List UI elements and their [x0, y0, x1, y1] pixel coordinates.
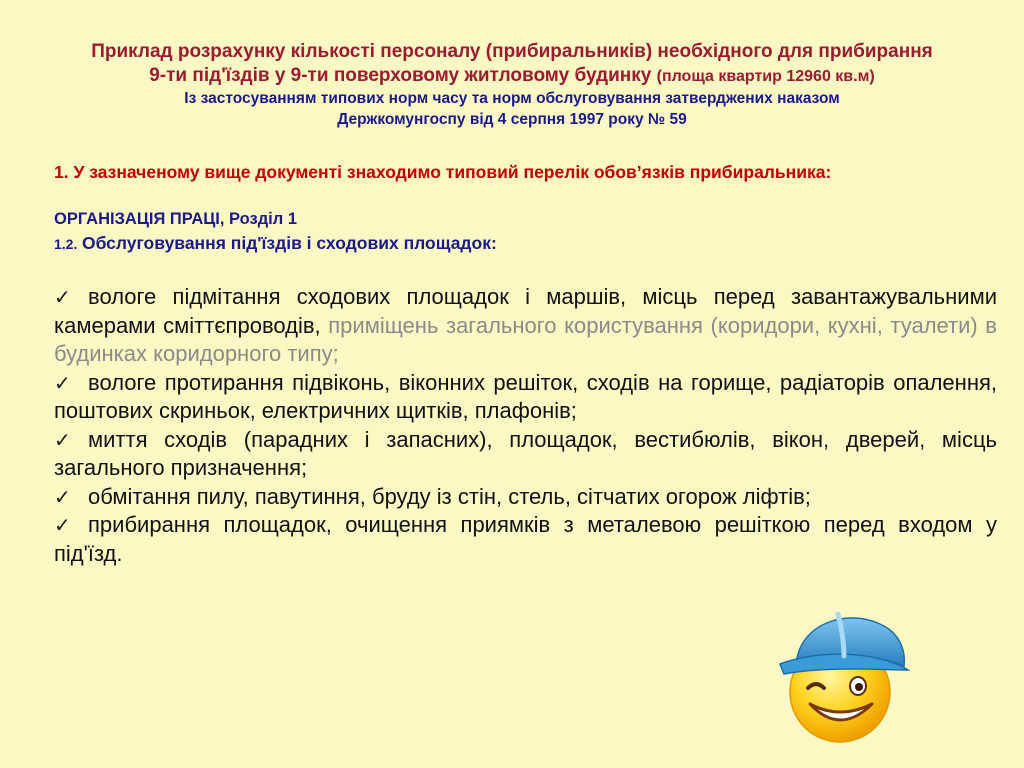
- winking-smiley-hard-hat-icon: [776, 604, 910, 746]
- list-item-grey-text: приміщень загального користування (коридори, кухні, туалети) в будинках коридорного типу;: [54, 312, 997, 366]
- step-1-text: 1. У зазначеному вище документі знаходимо типовий перелік обов’язків прибиральника:: [54, 162, 832, 182]
- section-subheading: Обслуговування під'їздів і сходових площадок:: [81, 233, 497, 253]
- list-item: [54, 426, 997, 483]
- slide-subtitle: [20, 88, 1004, 130]
- section-subheading-line: [54, 231, 1004, 256]
- section-header: [54, 207, 1004, 256]
- list-item: [54, 283, 997, 369]
- checkmark-icon: ✓: [54, 427, 71, 452]
- duties-list: [54, 283, 997, 568]
- checkmark-icon: ✓: [54, 370, 71, 395]
- list-item-text: обмітання пилу, павутиння, бруду із стін, стель, сітчатих огорож ліфтів;: [88, 483, 811, 509]
- eye-pupil: [855, 683, 863, 691]
- subtitle-line-1: Із застосуванням типових норм часу та норм обслуговування затверджених наказом: [184, 90, 840, 107]
- checkmark-icon: ✓: [54, 484, 71, 509]
- subtitle-line-2: Держкомунгоспу від 4 серпня 1997 року № 59: [337, 111, 687, 128]
- section-number: 1.2.: [54, 236, 78, 252]
- title-line-2: [20, 64, 1004, 89]
- title-line-1: Приклад розрахунку кількості персоналу (прибиральників) необхідного для прибирання: [91, 41, 933, 62]
- checkmark-icon: ✓: [54, 285, 71, 309]
- slide-title: [20, 40, 1004, 89]
- list-item: [54, 511, 997, 568]
- list-item-text: вологе підмітання сходових площадок і маршів, місць перед завантажувальними камерами сміттєпроводів,: [54, 284, 997, 338]
- list-item-text: миття сходів (парадних і запасних), площадок, вестибюлів, вікон, дверей, місць загального призначення;: [54, 426, 997, 480]
- section-heading: ОРГАНІЗАЦІЯ ПРАЦІ, Розділ 1: [54, 210, 297, 228]
- list-item: [54, 483, 997, 512]
- title-line-2-main: 9-ти під'їздів у 9-ти поверховому житловому будинку: [149, 65, 652, 86]
- list-item-text: вологе протирання підвіконь, віконних решіток, сходів на горище, радіаторів опалення, поштових скриньок, електричних щитків, плафонів;: [54, 369, 997, 423]
- list-item-text: прибирання площадок, очищення приямків з металевою решіткою перед входом у під'їзд.: [54, 512, 997, 566]
- title-area-note: (площа квартир 12960 кв.м): [656, 68, 875, 85]
- checkmark-icon: ✓: [54, 513, 71, 537]
- list-item: [54, 369, 997, 426]
